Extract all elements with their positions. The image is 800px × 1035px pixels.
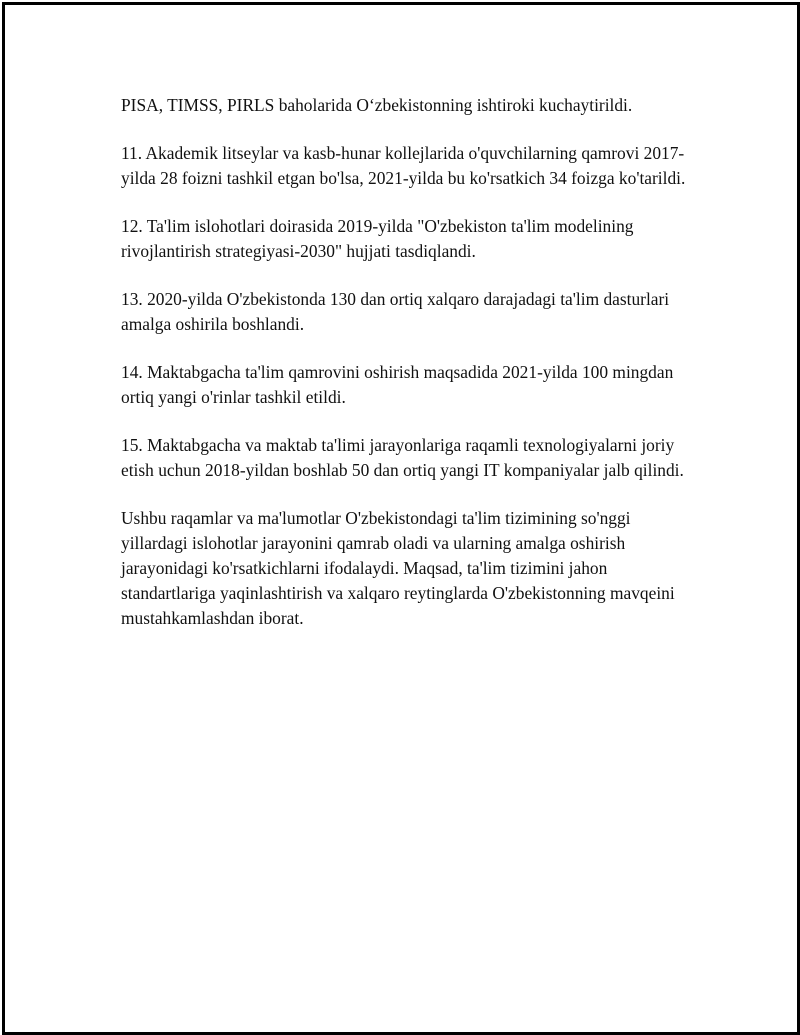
paragraph-item-14: 14. Maktabgacha ta'lim qamrovini oshirish maqsadida 2021-yilda 100 mingdan ortiq yangi o'rinlar tashkil etildi. xyxy=(121,362,674,407)
paragraph-item-15: 15. Maktabgacha va maktab ta'limi jarayonlariga raqamli texnologiyalarni joriy etish uchun 2018-yildan boshlab 50 dan ortiq yangi IT kompaniyalar jalb qilindi. xyxy=(121,435,684,480)
paragraph-item-12: 12. Ta'lim islohotlari doirasida 2019-yilda "O'zbekiston ta'lim modelining rivojlantirish strategiyasi-2030" hujjati tasdiqlandi. xyxy=(121,216,634,261)
paragraph-pisa: PISA, TIMSS, PIRLS baholarida O‘zbekistonning ishtiroki kuchaytirildi. xyxy=(121,95,633,115)
page-frame xyxy=(2,2,800,1035)
paragraph-item-11: 11. Akademik litseylar va kasb-hunar kollejlarida o'quvchilarning qamrovi 2017-yilda 28 foizni tashkil etgan bo'lsa, 2021-yilda bu ko'rsatkich 34 foizga ko'tarildi. xyxy=(121,143,686,188)
document-body xyxy=(121,93,701,654)
paragraph-item-13: 13. 2020-yilda O'zbekistonda 130 dan ortiq xalqaro darajadagi ta'lim dasturlari amalga oshirila boshlandi. xyxy=(121,289,670,334)
paragraph-conclusion: Ushbu raqamlar va ma'lumotlar O'zbekistondagi ta'lim tizimining so'nggi yillardagi islohotlar jarayonini qamrab oladi va ularning amalga oshirish jarayonidagi ko'rsatkichlarni ifodalaydi. Maqsad, ta'lim tizimini jahon standartlariga yaqinlashtirish va xalqaro reytinglarda O'zbekistonning mavqeini mustahkamlashdan iborat. xyxy=(121,508,675,628)
